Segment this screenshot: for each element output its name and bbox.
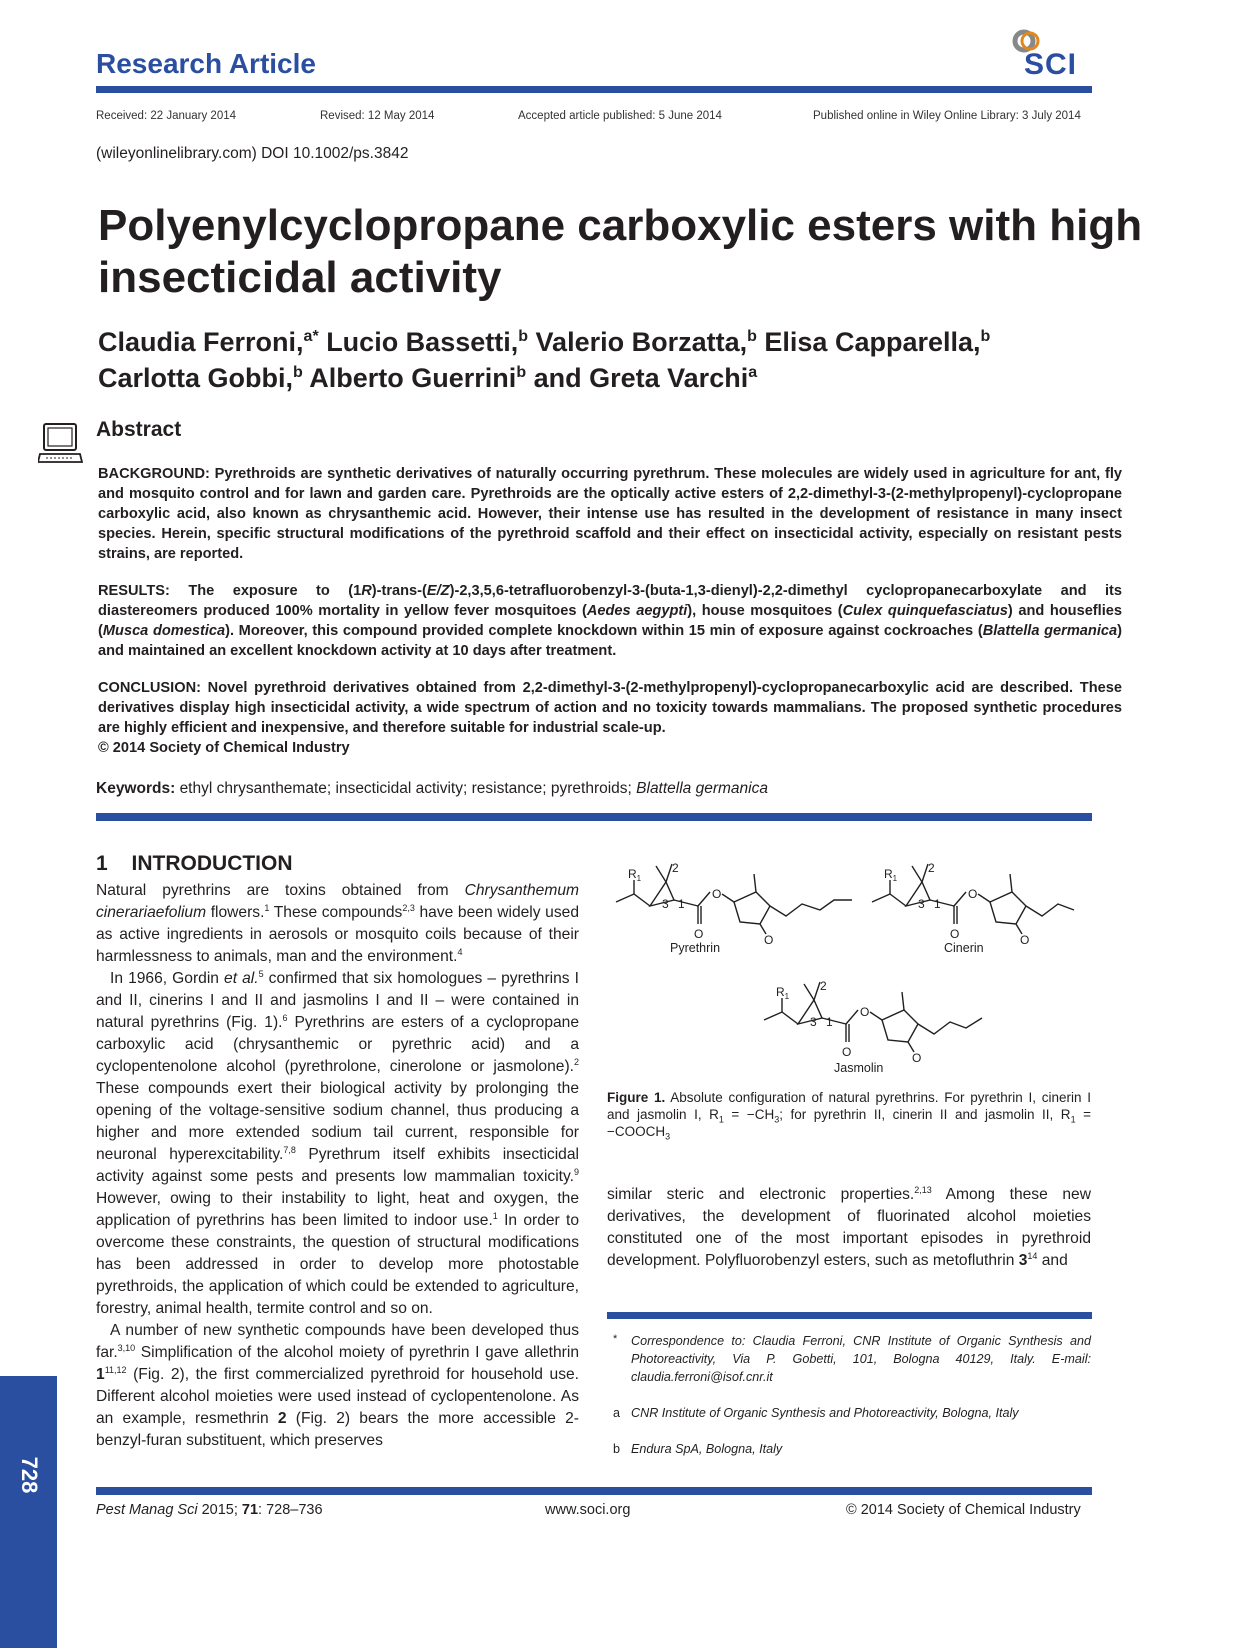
- text-run: similar steric and electronic properties.: [607, 1186, 915, 1203]
- keywords-italic: Blattella germanica: [636, 780, 768, 797]
- text-run: 1: [492, 1210, 498, 1221]
- affiliation-b: [613, 1440, 1091, 1458]
- text-run: Pyrethrum itself exhibits insecticidal activity against some pests and presents low mammalian toxicity.: [96, 1146, 579, 1185]
- text-run: 3: [774, 1114, 780, 1125]
- text-run: These compounds exert their biological activity by prolonging the opening of the voltage-sensitive sodium channel, thus producing a higher and more extended sodium tail current, responsible for neuronal hyperexcitability.: [96, 1080, 579, 1163]
- text-run: = −CH: [723, 1107, 775, 1122]
- caption-text: [607, 1090, 1091, 1142]
- text-run: In 1966, Gordin: [110, 970, 225, 987]
- accepted-date: Accepted article published: 5 June 2014: [518, 110, 722, 122]
- journal-volume: 71: [241, 1502, 259, 1518]
- abstract-rule: [96, 813, 1092, 821]
- footnote-mark: a: [613, 1406, 621, 1420]
- text-run: Natural pyrethrins are toxins obtained from: [96, 882, 465, 899]
- footnote-mark: b: [613, 1442, 621, 1456]
- logo-text: SCI: [1024, 48, 1078, 81]
- text-run: (Fig. 2) bears the more accessible 2-benzyl-furan substituent, which preserves: [96, 1410, 579, 1449]
- footer-rule: [96, 1487, 1092, 1495]
- author: Carlotta Gobbi,: [98, 363, 293, 393]
- page-number: 728: [17, 1456, 42, 1494]
- text-run: 3: [665, 1131, 671, 1142]
- published-date: Published online in Wiley Online Library: 3 July 2014: [813, 110, 1081, 122]
- text-run: have been widely used as active ingredients in aerosols or mosquito coils because of their harmlessness to animals, man and the environment.: [96, 904, 579, 965]
- text-run: 1: [1070, 1114, 1076, 1125]
- atom-number: 3: [662, 897, 669, 911]
- results-part: R: [361, 583, 372, 599]
- atom-label: O: [912, 1051, 922, 1065]
- abstract-conclusion: [98, 678, 1122, 758]
- intro-heading: [96, 852, 293, 876]
- figure-caption: [607, 1089, 1091, 1140]
- background-text: Pyrethroids are synthetic derivatives of naturally occurring pyrethrum. These molecules are widely used in agriculture for ant, fly and mosquito control and for lawn and garden care. Pyrethroids are the optically active esters of 2,2-dimethyl-3-(2-methylpropenyl)-cyclopropane carboxylic acid, also known as chrysanthemic acid. However, their intense use has resulted in the development of resistance in many insect species. Herein, specific structural modifications of the pyrethroid scaffold and their effect on insecticidal activity, especially on resistant pests strains, are reported.: [98, 466, 1122, 562]
- footnote-text: Endura SpA, Bologna, Italy: [631, 1442, 783, 1456]
- text-run: 6: [282, 1012, 288, 1023]
- text-run: 3: [1018, 1252, 1028, 1269]
- sci-logo: [1010, 28, 1094, 80]
- results-part: E/Z: [426, 583, 450, 599]
- results-part: ) and maintained an excellent knockdown activity at 10 days after treatment.: [98, 623, 1122, 659]
- caption-label: Figure 1.: [607, 1090, 666, 1105]
- footnote-text: CNR Institute of Organic Synthesis and Photoreactivity, Bologna, Italy: [631, 1406, 1019, 1420]
- cinerin-label: Cinerin: [944, 941, 984, 955]
- atom-label: $R_1$: [884, 867, 898, 883]
- text-run: 1: [264, 902, 270, 913]
- keywords-label: Keywords:: [96, 780, 176, 797]
- text-run: 11,12: [104, 1364, 127, 1375]
- revised-date: Revised: 12 May 2014: [320, 110, 435, 122]
- text-run: confirmed that six homologues – pyrethrins I and II, cinerins I and II and jasmolins I and II – were contained in natural pyrethrins (Fig. 1).: [96, 970, 579, 1031]
- atom-label: O: [860, 1005, 870, 1019]
- text-run: However, owing to their instability to light, heat and oxygen, the application of pyrethrins has been limited to indoor use.: [96, 1190, 579, 1229]
- abstract-results: [98, 581, 1122, 661]
- results-label: RESULTS:: [98, 583, 170, 599]
- results-part: The exposure to (1: [188, 583, 362, 599]
- atom-number: 1: [826, 1015, 833, 1029]
- jasmolin-label: Jasmolin: [834, 1061, 884, 1075]
- species-name: Aedes aegypti: [586, 603, 688, 619]
- species-name: Musca domestica: [102, 623, 226, 639]
- received-date: Received: 22 January 2014: [96, 110, 237, 122]
- intro-right-column: [607, 1184, 1091, 1272]
- section-label: Research Article: [96, 48, 316, 79]
- footnote-text: Correspondence to: Claudia Ferroni, CNR Institute of Organic Synthesis and Photoreactivity, Via P. Gobetti, 101, Bologna 40129, Italy. E-mail: claudia.ferroni@isof.cnr.it: [631, 1334, 1091, 1384]
- text-run: 7,8: [283, 1144, 296, 1155]
- text-run: 2: [277, 1410, 287, 1427]
- text-run: ; for pyrethrin II, cinerin II and jasmolin II, R: [779, 1107, 1071, 1122]
- pyrethrin-label: Pyrethrin: [670, 941, 721, 955]
- footer-copyright: © 2014 Society of Chemical Industry: [846, 1502, 1081, 1518]
- atom-number: 3: [918, 897, 925, 911]
- atom-label: O: [968, 887, 978, 901]
- abstract-background: [98, 464, 1122, 564]
- atom-number: 1: [934, 897, 941, 911]
- text-run: (Fig. 2), the first commercialized pyrethroid for household use. Different alcohol moieties were used instead of cyclopentenolone. As an example, resmethrin: [96, 1366, 579, 1427]
- text-run: = −COOCH: [607, 1107, 1091, 1139]
- conclusion-label: CONCLUSION:: [98, 680, 201, 696]
- species-name: Culex quinquefasciatus: [842, 603, 1008, 619]
- results-part: )-trans-(: [371, 583, 427, 599]
- text-run: 9: [573, 1166, 579, 1177]
- author-affiliation: b: [518, 328, 529, 345]
- results-text: [98, 583, 1122, 659]
- results-part: )-2,3,5,6-tetrafluorobenzyl-3-(buta-1,3-dienyl)-2,2-dimethyl cyclopropanecarboxylate and its diastereomers produced 100% mortality in yellow fever mosquitoes (: [98, 583, 1123, 619]
- journal-url[interactable]: www.soci.org: [545, 1502, 631, 1518]
- atom-number: 1: [678, 897, 685, 911]
- atom-label: O: [842, 1045, 852, 1059]
- results-part: ) and houseflies (: [98, 603, 1123, 639]
- text-run: These compounds: [269, 904, 403, 921]
- abstract-copyright: © 2014 Society of Chemical Industry: [98, 740, 350, 756]
- atom-label: $R_1$: [628, 867, 642, 883]
- author: Valerio Borzatta,: [535, 327, 748, 357]
- intro-paragraph: [607, 1184, 1091, 1272]
- atom-number: 3: [810, 1015, 817, 1029]
- author-affiliation: b: [516, 364, 527, 381]
- text-run: 14: [1027, 1250, 1038, 1261]
- footnote-mark: *: [613, 1333, 618, 1345]
- author: Elisa Capparella,: [764, 327, 981, 357]
- text-run: Chrysanthemum cinerariaefolium: [96, 882, 579, 921]
- species-name: Blattella germanica: [982, 623, 1118, 639]
- atom-label: O: [764, 933, 774, 947]
- text-run: 2,13: [914, 1184, 932, 1195]
- abstract-heading: Abstract: [96, 418, 182, 441]
- author: and Greta Varchi: [533, 363, 749, 393]
- keywords: [96, 780, 768, 798]
- intro-paragraph: [96, 880, 579, 968]
- text-run: Absolute configuration of natural pyrethrins. For pyrethrin I, cinerin I and jasmolin I, R: [607, 1090, 1091, 1122]
- text-run: 2: [573, 1056, 579, 1067]
- atom-number: 2: [672, 861, 679, 875]
- background-label: BACKGROUND:: [98, 466, 210, 482]
- journal-year: 2015;: [197, 1502, 242, 1518]
- chemical-structures: [606, 852, 1096, 1082]
- atom-label: O: [694, 927, 704, 941]
- intro-left-column: [96, 880, 579, 1452]
- intro-paragraph: [96, 1320, 579, 1452]
- results-part: ). Moreover, this compound provided complete knockdown within 15 min of exposure against cockroaches (: [225, 623, 983, 639]
- text-run: and: [1037, 1252, 1068, 1269]
- intro-title: INTRODUCTION: [131, 852, 293, 875]
- text-run: 2,3: [402, 902, 415, 913]
- text-run: Simplification of the alcohol moiety of pyrethrin I gave allethrin: [135, 1344, 579, 1361]
- journal-name: Pest Manag Sci: [96, 1502, 198, 1518]
- text-run: 3,10: [117, 1342, 136, 1353]
- author: Alberto Guerrini: [309, 363, 517, 393]
- text-run: 4: [457, 946, 463, 957]
- correspondence-footnote: [613, 1332, 1091, 1386]
- author-affiliation: b: [980, 328, 991, 345]
- bond-path: [616, 894, 650, 906]
- author-affiliation: a: [748, 364, 758, 381]
- text-run: A number of new synthetic compounds have been developed thus far.: [96, 1322, 579, 1361]
- author: Claudia Ferroni,: [98, 327, 304, 357]
- conclusion-text: Novel pyrethroid derivatives obtained from 2,2-dimethyl-3-(2-methylpropenyl)-cyclopropanecarboxylic acid are described. These derivatives display high insecticidal activity, a wide spectrum of action and no toxicity towards mammalians. The proposed synthetic procedures are highly efficient and inexpensive, and therefore suitable for industrial scale-up.: [98, 680, 1122, 736]
- author: Lucio Bassetti,: [326, 327, 519, 357]
- author-list: [98, 324, 1158, 396]
- atom-label: O: [1020, 933, 1030, 947]
- text-run: In order to overcome these constraints, the question of structural modifications has been addressed in order to develop more photostable pyrethroids, the application of which could be extended to agriculture, forestry, animal health, termite control and so on.: [96, 1212, 579, 1317]
- atom-label: $R_1$: [776, 985, 790, 1001]
- text-run: et al.: [224, 970, 259, 987]
- intro-number: 1: [96, 852, 108, 875]
- author-affiliation: b: [747, 328, 757, 345]
- author-affiliation: a*: [303, 328, 319, 345]
- text-run: Pyrethrins are esters of a cyclopropane carboxylic acid (chrysanthemic or pyrethric acid) and a cyclopentenolone alcohol (pyrethrolone, cinerolone or jasmolone).: [96, 1014, 580, 1075]
- atom-number: 2: [928, 861, 935, 875]
- footnote-rule: [607, 1312, 1092, 1319]
- article-title: Polyenylcyclopropane carboxylic esters with high insecticidal activity: [98, 201, 1143, 302]
- page-number-tab: [0, 1376, 57, 1648]
- figure-1: [606, 852, 1096, 1082]
- text-run: flowers.: [206, 904, 265, 921]
- text-run: 5: [258, 968, 264, 979]
- atom-label: O: [712, 887, 722, 901]
- affiliation-a: [613, 1404, 1091, 1422]
- atom-number: 2: [820, 979, 827, 993]
- laptop-icon: [38, 422, 84, 471]
- author-affiliation: b: [293, 364, 303, 381]
- text-run: 1: [718, 1114, 724, 1125]
- header-rule: [96, 86, 1092, 93]
- journal-citation: [96, 1502, 323, 1518]
- atom-label: O: [950, 927, 960, 941]
- journal-pages: : 728–736: [258, 1502, 323, 1518]
- intro-paragraph: [96, 968, 579, 1320]
- text-run: Among these new derivatives, the development of fluorinated alcohol moieties constituted one of the most important episodes in pyrethroid development. Polyfluorobenzyl esters, such as metofluthrin: [607, 1186, 1091, 1269]
- text-run: 1: [96, 1366, 105, 1383]
- doi: (wileyonlinelibrary.com) DOI 10.1002/ps.3842: [96, 145, 409, 162]
- results-part: ), house mosquitoes (: [687, 603, 843, 619]
- keywords-list: ethyl chrysanthemate; insecticidal activity; resistance; pyrethroids;: [179, 780, 632, 797]
